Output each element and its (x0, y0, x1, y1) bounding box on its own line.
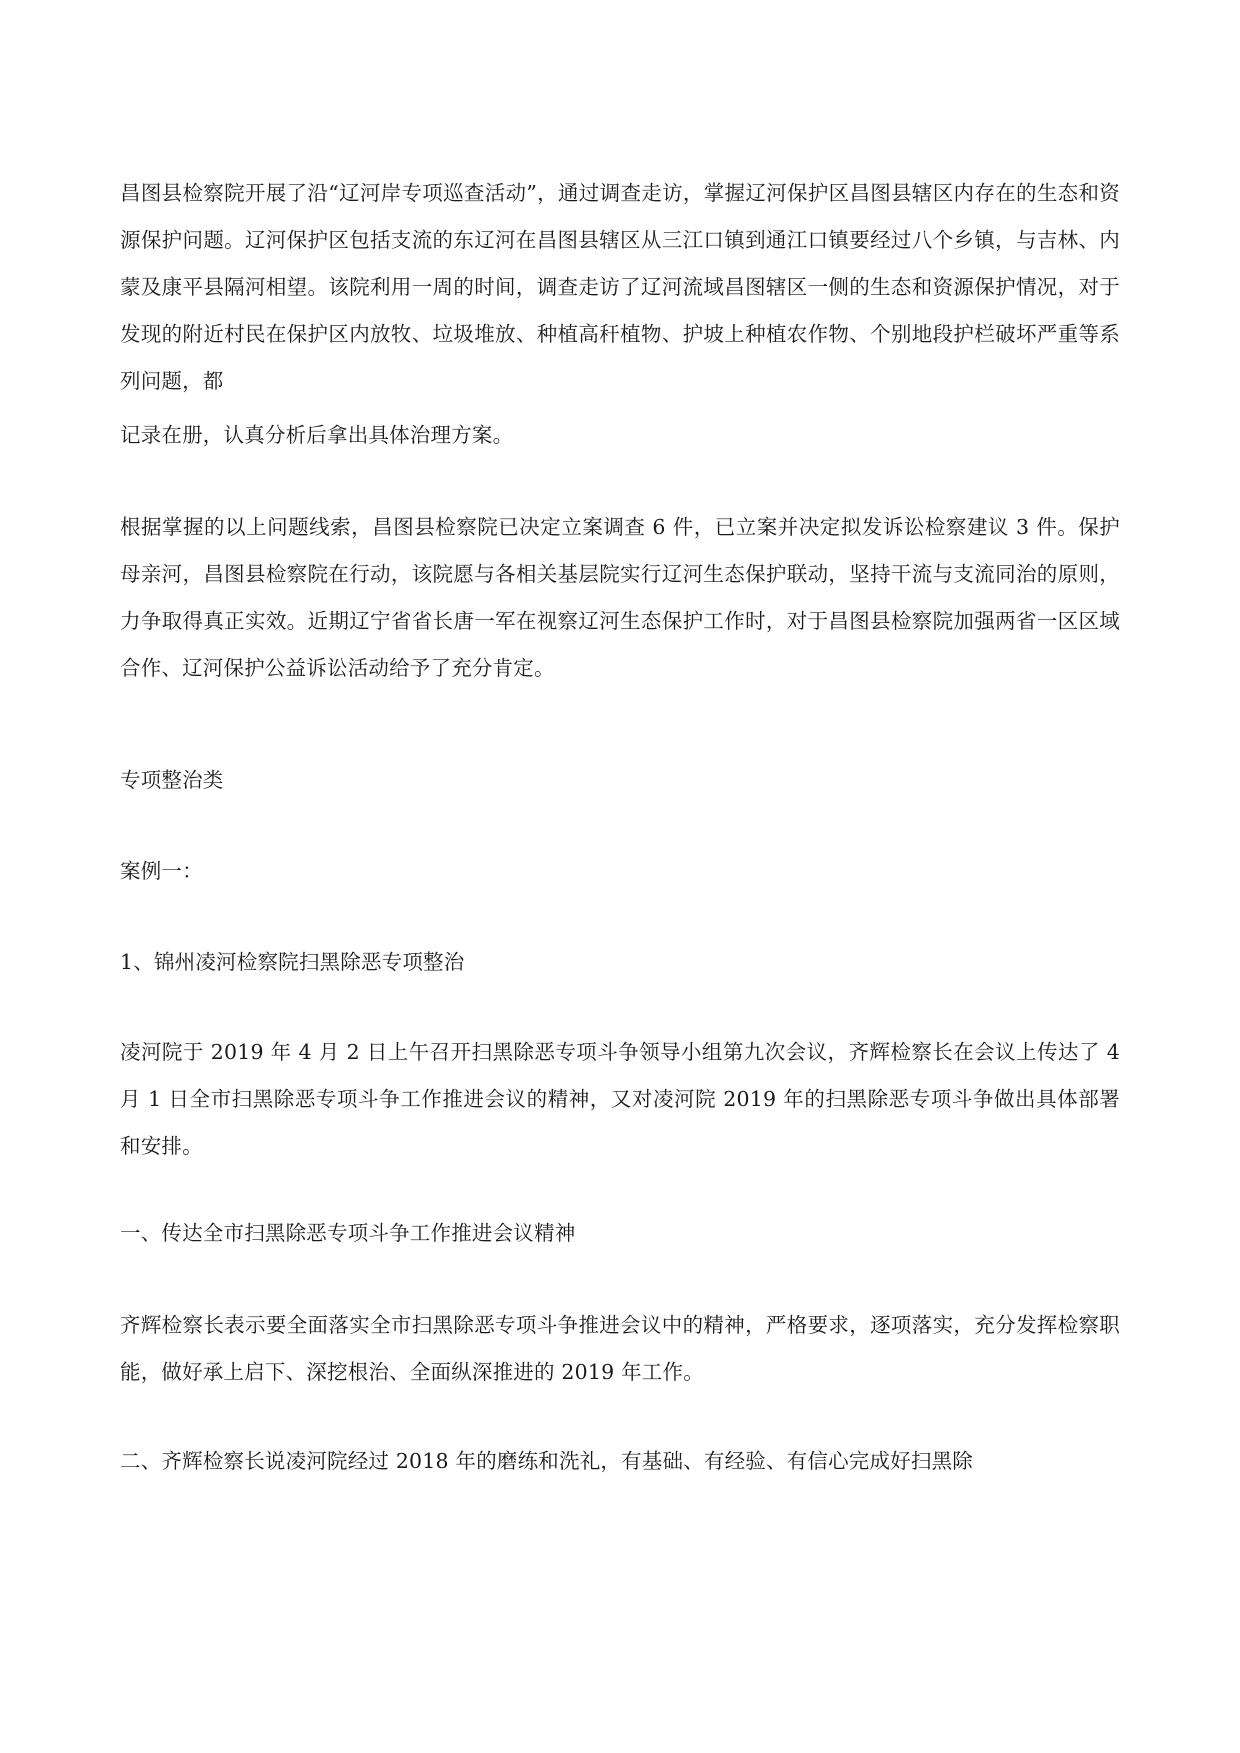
case-label: 案例一： (120, 859, 203, 883)
paragraph-case-filing: 根据掌握的以上问题线索，昌图县检察院已决定立案调查 6 件，已立案并决定拟发诉讼检察建议 3 件。保护母亲河，昌图县检察院在行动，该院愿与各相关基层院实行辽河生态保护联动，坚持干流与支流同治的原则，力争取得真正实效。近期辽宁省省长唐一军在视察辽河生态保护工作时，对于昌图县检察院加强两省一区区域合作、辽河保护公益诉讼活动给予了充分肯定。 (120, 515, 1120, 680)
heading-point-one: 一、传达全市扫黑除恶专项斗争工作推进会议精神 (120, 1221, 576, 1245)
paragraph-linghe-meeting: 凌河院于 2019 年 4 月 2 日上午召开扫黑除恶专项斗争领导小组第九次会议，齐辉检察长在会议上传达了 4 月 1 日全市扫黑除恶专项斗争工作推进会议的精神，又对凌河院 2019 年的扫黑除恶专项斗争做出具体部署和安排。 (120, 1040, 1120, 1158)
heading-point-two: 二、齐辉检察长说凌河院经过 2018 年的磨练和洗礼，有基础、有经验、有信心完成好扫黑除 (120, 1449, 974, 1473)
case-title-jinzhou-linghe: 1、锦州凌河检察院扫黑除恶专项整治 (120, 950, 465, 974)
paragraph-record-plan: 记录在册，认真分析后拿出具体治理方案。 (120, 423, 514, 447)
paragraph-qihui-requirements: 齐辉检察长表示要全面落实全市扫黑除恶专项斗争推进会议中的精神，严格要求，逐项落实，充分发挥检察职能，做好承上启下、深挖根治、全面纵深推进的 2019 年工作。 (120, 1313, 1120, 1384)
section-heading-special-rectification: 专项整治类 (120, 768, 224, 792)
paragraph-changtu-patrol: 昌图县检察院开展了沿“辽河岸专项巡查活动”，通过调查走访，掌握辽河保护区昌图县辖区内存在的生态和资源保护问题。辽河保护区包括支流的东辽河在昌图县辖区从三江口镇到通江口镇要经过八个乡镇，与吉林、内蒙及康平县隔河相望。该院利用一周的时间，调查走访了辽河流域昌图辖区一侧的生态和资源保护情况，对于发现的附近村民在保护区内放牧、垃圾堆放、种植高秆植物、护坡上种植农作物、个别地段护栏破坏严重等系列问题，都 (120, 181, 1120, 393)
